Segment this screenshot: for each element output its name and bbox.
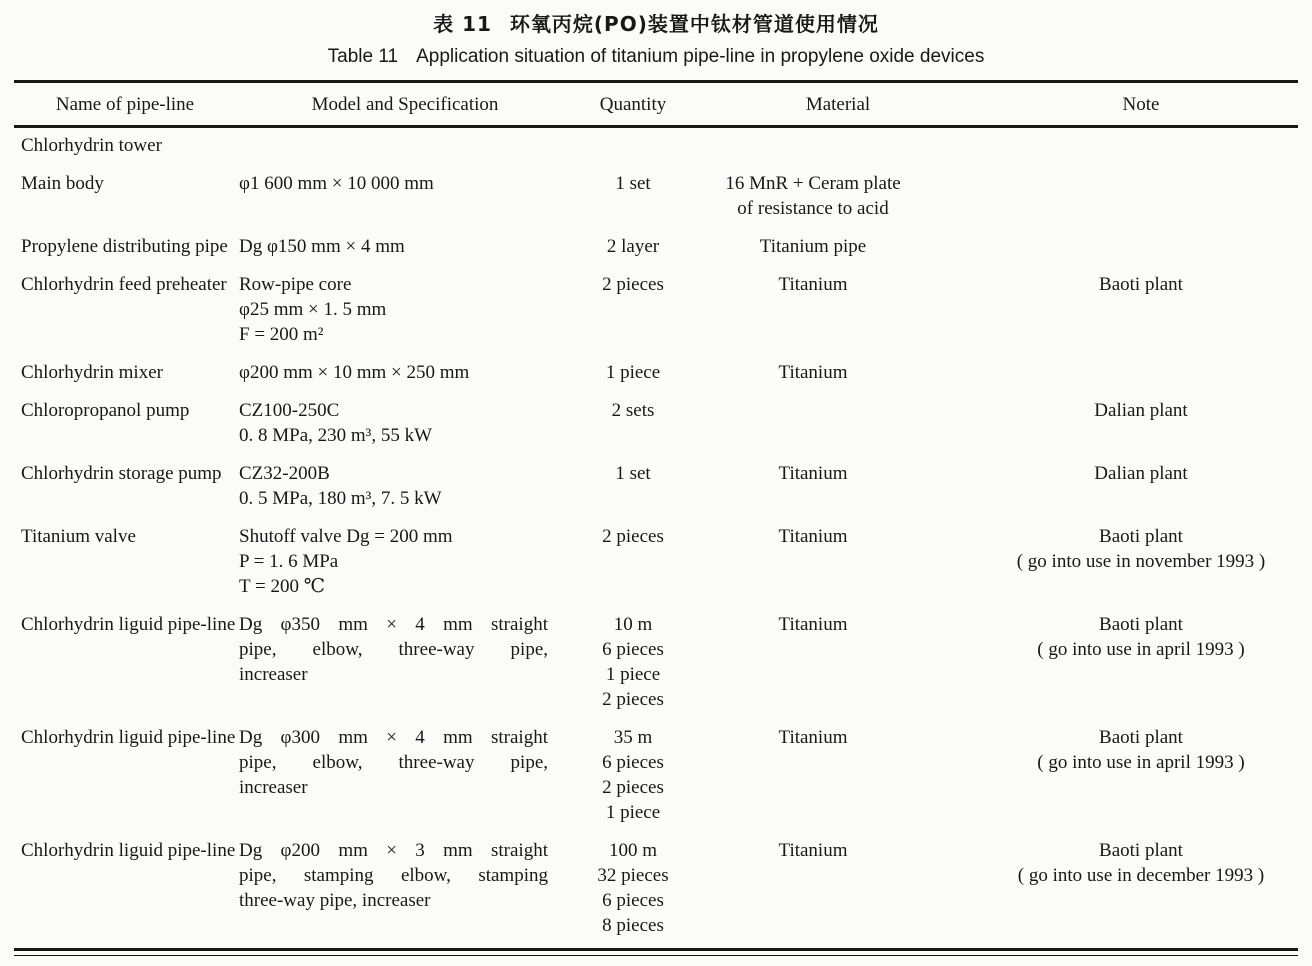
cell-name-line: Chlorhydrin mixer (21, 362, 163, 383)
cell-material (692, 833, 984, 946)
cell-material (692, 229, 984, 267)
cell-qty-line: 8 pieces (602, 915, 664, 936)
cell-spec-line: Dg φ350 mm × 4 mm straight (239, 614, 548, 635)
cell-note-line: ( go into use in november 1993 ) (1016, 551, 1266, 572)
cell-spec-line: Shutoff valve Dg = 200 mm (239, 526, 453, 547)
table-row (14, 519, 1298, 607)
cell-qty-line: 100 m (608, 840, 658, 861)
cell-name-line: Chlorhydrin liguid pipe-line (21, 840, 236, 861)
cell-note-line: Baoti plant (1099, 727, 1183, 748)
table-row (14, 267, 1298, 355)
table-row (14, 833, 1298, 946)
cell-material (692, 166, 984, 229)
cell-material-line: Titanium (778, 274, 848, 295)
cell-qty-line: 6 pieces (602, 639, 664, 660)
cell-spec (236, 607, 574, 720)
cell-material-line: of resistance to acid (737, 198, 889, 219)
cell-qty (574, 355, 692, 393)
header-row (14, 83, 1298, 127)
cell-spec-line: Dg φ150 mm × 4 mm (239, 236, 405, 257)
cell-name-line: Chlorhydrin liguid pipe-line (21, 727, 236, 748)
cell-material-line: Titanium (778, 727, 848, 748)
cell-spec (236, 355, 574, 393)
cell-spec-line: increaser (239, 777, 308, 798)
cell-spec (236, 267, 574, 355)
cell-qty-line: 2 pieces (602, 689, 664, 710)
cell-spec-line: Dg φ300 mm × 4 mm straight (239, 727, 548, 748)
cell-spec-line: CZ32-200B (239, 463, 330, 484)
cell-spec-line: 0. 5 MPa, 180 m³, 7. 5 kW (239, 488, 442, 509)
table-row (14, 607, 1298, 720)
cell-material (692, 355, 984, 393)
cell-qty-line: 1 set (615, 463, 651, 484)
cell-spec-line: pipe, elbow, three-way pipe, (239, 639, 548, 660)
table-body (14, 127, 1298, 947)
cell-name (14, 127, 236, 167)
cell-name (14, 833, 236, 946)
cell-name-line: Chlorhydrin tower (21, 135, 162, 156)
cell-note-line: Baoti plant (1099, 840, 1183, 861)
cell-qty (574, 267, 692, 355)
cell-note-line: Dalian plant (1094, 400, 1188, 421)
cell-material-line: Titanium (778, 526, 848, 547)
cell-name (14, 229, 236, 267)
cell-material-line: Titanium pipe (759, 236, 867, 257)
header-model-spec: Model and Specification (236, 83, 574, 127)
cell-spec (236, 166, 574, 229)
table-caption-en-text: Application situation of titanium pipe-line in propylene oxide devices (416, 46, 985, 67)
cell-spec-line: P = 1. 6 MPa (239, 551, 339, 572)
table-row (14, 355, 1298, 393)
cell-material (692, 267, 984, 355)
cell-note-line: Baoti plant (1099, 274, 1183, 295)
table-row (14, 393, 1298, 456)
cell-spec (236, 519, 574, 607)
cell-spec-line: Dg φ200 mm × 3 mm straight (239, 840, 548, 861)
cell-qty-line: 32 pieces (597, 865, 669, 886)
cell-name (14, 607, 236, 720)
cell-material (692, 607, 984, 720)
cell-spec-line: F = 200 m² (239, 324, 324, 345)
cell-spec (236, 229, 574, 267)
cell-note (984, 607, 1298, 720)
cell-material-line: 16 MnR + Ceram plate (725, 173, 901, 194)
cell-qty (574, 833, 692, 946)
cell-material (692, 720, 984, 833)
cell-spec-line: φ25 mm × 1. 5 mm (239, 299, 387, 320)
cell-qty-line: 1 set (615, 173, 651, 194)
cell-spec (236, 393, 574, 456)
cell-spec-line: φ1 600 mm × 10 000 mm (239, 173, 434, 194)
cell-spec (236, 127, 574, 167)
table-row (14, 166, 1298, 229)
header-name: Name of pipe-line (14, 83, 236, 127)
cell-note-line: ( go into use in april 1993 ) (1037, 752, 1245, 773)
cell-spec (236, 833, 574, 946)
cell-material (692, 393, 984, 456)
table-row (14, 456, 1298, 519)
cell-note (984, 456, 1298, 519)
cell-qty-line: 2 pieces (602, 526, 664, 547)
cell-name-line: Chlorhydrin liguid pipe-line (21, 614, 236, 635)
cell-name (14, 519, 236, 607)
header-note: Note (984, 83, 1298, 127)
cell-material (692, 456, 984, 519)
table-row (14, 720, 1298, 833)
cell-qty (574, 229, 692, 267)
cell-name (14, 166, 236, 229)
cell-spec-line: Row-pipe core (239, 274, 352, 295)
cell-note (984, 720, 1298, 833)
cell-qty-line: 2 pieces (602, 274, 664, 295)
cell-qty-line: 6 pieces (602, 752, 664, 773)
cell-qty (574, 166, 692, 229)
cell-spec-line: pipe, stamping elbow, stamping (239, 865, 548, 886)
cell-spec-line: 0. 8 MPa, 230 m³, 55 kW (239, 425, 433, 446)
cell-qty (574, 720, 692, 833)
table-row (14, 229, 1298, 267)
table-bottom-rules (14, 948, 1298, 956)
cell-name-line: Propylene distributing pipe (21, 236, 228, 257)
cell-name-line: Chlorhydrin storage pump (21, 463, 222, 484)
cell-spec-line: CZ100-250C (239, 400, 340, 421)
cell-material-line: Titanium (778, 463, 848, 484)
cell-material-line: Titanium (778, 614, 848, 635)
cell-qty (574, 519, 692, 607)
cell-qty-line: 2 pieces (602, 777, 664, 798)
header-quantity: Quantity (574, 83, 692, 127)
cell-spec-line: pipe, elbow, three-way pipe, (239, 752, 548, 773)
cell-material-line: Titanium (778, 840, 848, 861)
cell-qty-line: 2 layer (606, 236, 660, 257)
cell-spec-line: φ200 mm × 10 mm × 250 mm (239, 362, 470, 383)
cell-qty (574, 456, 692, 519)
cell-qty-line: 1 piece (605, 664, 661, 685)
cell-qty-line: 1 piece (605, 802, 661, 823)
header-material: Material (692, 83, 984, 127)
cell-qty-line: 10 m (613, 614, 653, 635)
cell-note (984, 166, 1298, 229)
table-caption-en-label: Table 11 (327, 46, 399, 67)
cell-note-line: ( go into use in december 1993 ) (1017, 865, 1265, 886)
cell-note (984, 127, 1298, 167)
cell-material (692, 127, 984, 167)
table-caption-zh-text: 环氧丙烷(PO)装置中钛材管道使用情况 (509, 12, 879, 36)
cell-qty (574, 127, 692, 167)
cell-spec (236, 456, 574, 519)
cell-qty (574, 393, 692, 456)
cell-name (14, 267, 236, 355)
cell-note (984, 355, 1298, 393)
cell-note (984, 267, 1298, 355)
table-bottom-rule-thick (14, 948, 1298, 951)
cell-qty-line: 35 m (613, 727, 653, 748)
table-caption-en (14, 46, 1298, 68)
cell-note (984, 393, 1298, 456)
table-bottom-rule-thin (14, 955, 1298, 956)
cell-spec-line: three-way pipe, increaser (239, 890, 431, 911)
cell-spec-line: increaser (239, 664, 308, 685)
cell-name (14, 456, 236, 519)
cell-note (984, 229, 1298, 267)
cell-qty (574, 607, 692, 720)
cell-qty-line: 6 pieces (602, 890, 664, 911)
cell-name-line: Chlorhydrin feed preheater (21, 274, 227, 295)
cell-material (692, 519, 984, 607)
cell-note (984, 833, 1298, 946)
cell-name (14, 355, 236, 393)
cell-name (14, 393, 236, 456)
cell-note (984, 519, 1298, 607)
table-row (14, 127, 1298, 167)
cell-note-line: Dalian plant (1094, 463, 1188, 484)
cell-note-line: Baoti plant (1099, 614, 1183, 635)
cell-note-line: ( go into use in april 1993 ) (1037, 639, 1245, 660)
cell-qty-line: 1 piece (605, 362, 661, 383)
cell-spec-line: T = 200 ℃ (239, 576, 325, 597)
cell-qty-line: 2 sets (611, 400, 655, 421)
table-header (14, 83, 1298, 127)
cell-spec (236, 720, 574, 833)
cell-name-line: Chloropropanol pump (21, 400, 190, 421)
cell-name-line: Main body (21, 173, 104, 194)
table-caption-zh-label: 表 11 (433, 12, 492, 36)
table-caption-zh (14, 6, 1298, 37)
cell-material-line: Titanium (778, 362, 848, 383)
application-table (14, 83, 1298, 946)
cell-name (14, 720, 236, 833)
cell-name-line: Titanium valve (21, 526, 136, 547)
cell-note-line: Baoti plant (1099, 526, 1183, 547)
